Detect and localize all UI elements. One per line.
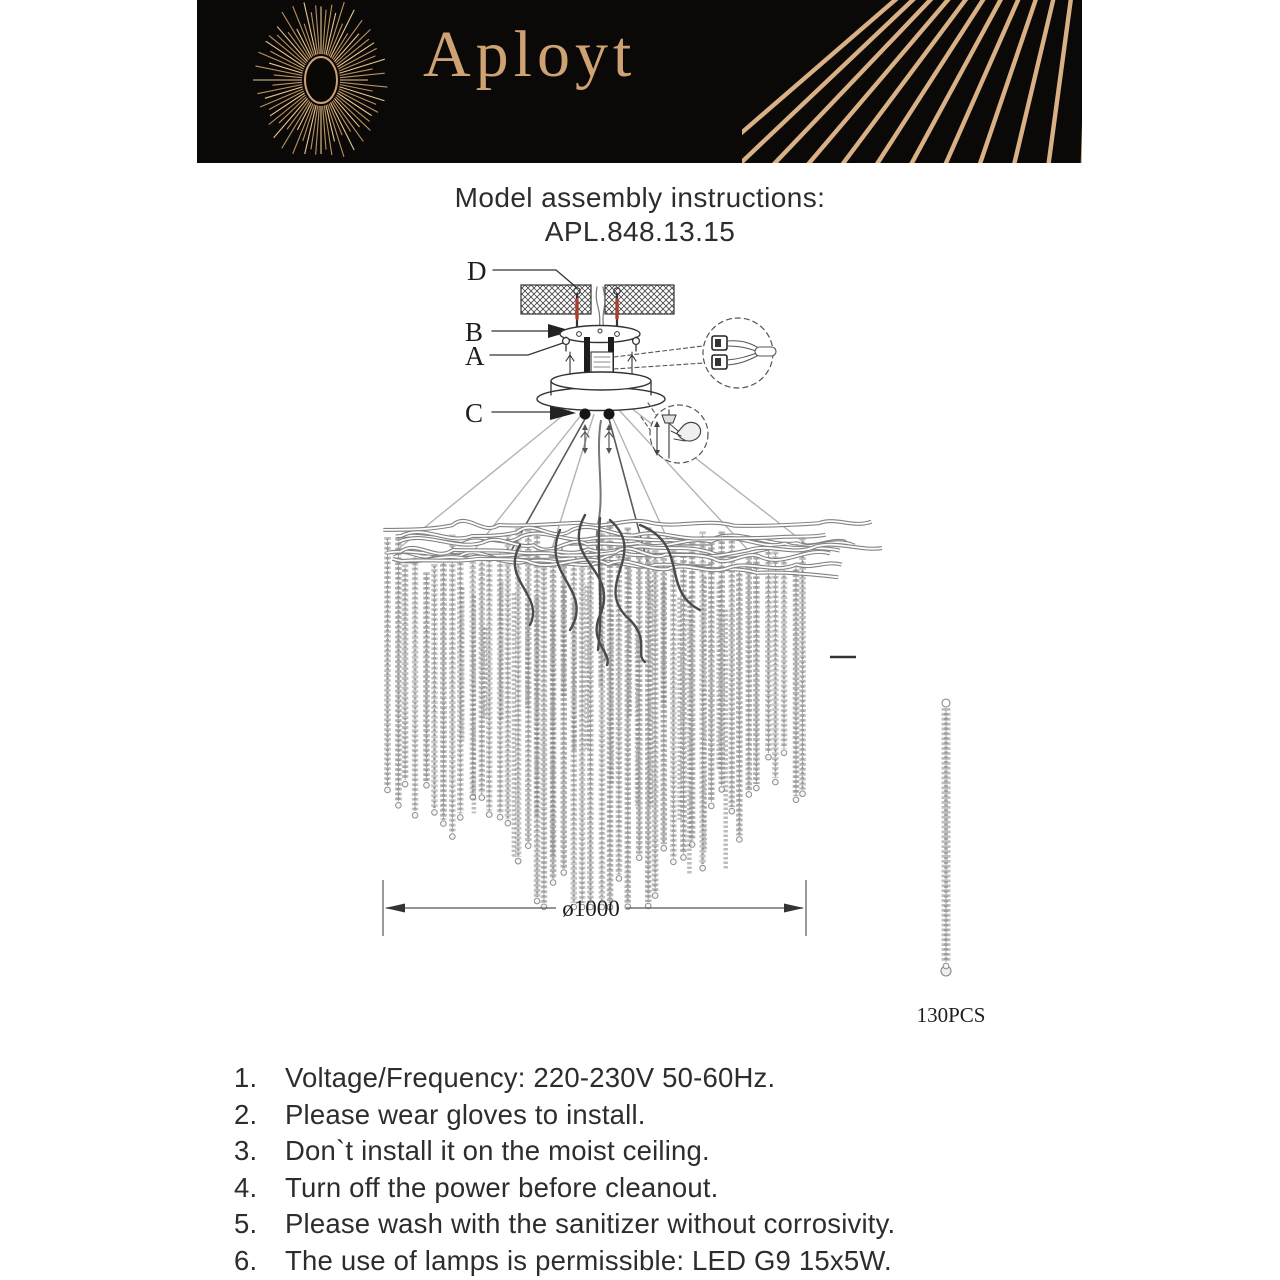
leader-a (490, 343, 563, 355)
crystal-strand (800, 538, 806, 797)
crystal-strand (729, 536, 735, 814)
crystal-strand (645, 527, 651, 909)
crystal-strand (402, 564, 408, 787)
crystal-strand (385, 537, 391, 793)
ceiling-block-left (521, 285, 591, 314)
crystal-strand (505, 535, 511, 826)
canopy-screw (580, 409, 591, 420)
crystal-strand (588, 548, 594, 910)
instruction-text: Don`t install it on the moist ceiling. (285, 1135, 710, 1166)
crystal-strand (943, 708, 949, 969)
crystal-strand (486, 555, 492, 818)
crystal-strand (709, 542, 715, 809)
crystal-strand (781, 557, 787, 756)
terminal-block (591, 352, 613, 372)
instruction-text: The use of lamps is permissible: LED G9 15x5W. (285, 1244, 892, 1276)
diameter-dimension (383, 880, 806, 936)
crystal-strand (793, 565, 799, 803)
canopy (537, 372, 665, 411)
crystal-strand (746, 557, 752, 797)
crystal-strand (689, 542, 695, 848)
crystal-strand (450, 535, 456, 840)
crystal-strand (441, 554, 447, 826)
crystal-strand (412, 553, 418, 818)
instruction-number: 4. (234, 1171, 258, 1203)
instruction-text: Voltage/Frequency: 220-230V 50-60Hz. (285, 1062, 776, 1093)
page-title: Model assembly instructions: (454, 182, 826, 213)
instruction-item-1 (234, 1063, 895, 1092)
canopy-screw (604, 409, 615, 420)
crystal-strand (737, 564, 743, 842)
instruction-number: 6. (234, 1244, 258, 1276)
crystal-strand (579, 548, 585, 910)
instruction-item-3 (234, 1136, 895, 1165)
cord-adjuster-detail (641, 403, 708, 463)
part-label-a: A (465, 341, 485, 371)
strand-count-label: 130PCS (916, 1003, 986, 1027)
sample-strand (917, 699, 986, 1027)
crystal-strand (754, 557, 760, 791)
instruction-number: 1. (234, 1062, 258, 1093)
branch-tangle (598, 518, 600, 650)
mount-assembly (465, 256, 776, 463)
instruction-number: 5. (234, 1208, 258, 1239)
crystal-strand (432, 564, 438, 815)
instructions-list (234, 1063, 895, 1280)
chandelier-drawing (383, 515, 882, 910)
instruction-number: 3. (234, 1135, 258, 1166)
crystal-strand (424, 572, 430, 788)
crystal-strand (773, 551, 779, 785)
instruction-number: 2. (234, 1098, 258, 1130)
crystal-strand (652, 550, 658, 898)
instruction-item-6 (234, 1246, 895, 1275)
instruction-item-2 (234, 1100, 895, 1129)
brand-name: Aployt (423, 18, 637, 91)
wing-screw (633, 337, 640, 351)
instruction-item-4 (234, 1173, 895, 1202)
crystal-strand (525, 529, 531, 848)
wing-screw (563, 337, 570, 351)
crystal-strand (550, 551, 556, 886)
dimension-label: ø1000 (562, 896, 620, 921)
instruction-item-5 (234, 1209, 895, 1238)
model-number: APL.848.13.15 (544, 216, 736, 247)
crystal-strand (671, 545, 677, 865)
instruction-text: Turn off the power before cleanout. (285, 1171, 719, 1203)
crystal-strand (497, 550, 503, 820)
part-label-c: C (465, 398, 484, 428)
crystal-strand (766, 547, 772, 760)
crystal-strand (541, 562, 547, 909)
part-label-d: D (467, 256, 487, 286)
instruction-text: Please wear gloves to install. (285, 1098, 646, 1130)
part-label-b: B (465, 317, 484, 347)
crystal-strand (396, 538, 402, 808)
mounting-plate (560, 326, 640, 343)
crystal-strand (636, 547, 642, 861)
strand-rows (385, 521, 806, 910)
instruction-text: Please wash with the sanitizer without corrosivity. (285, 1208, 896, 1239)
